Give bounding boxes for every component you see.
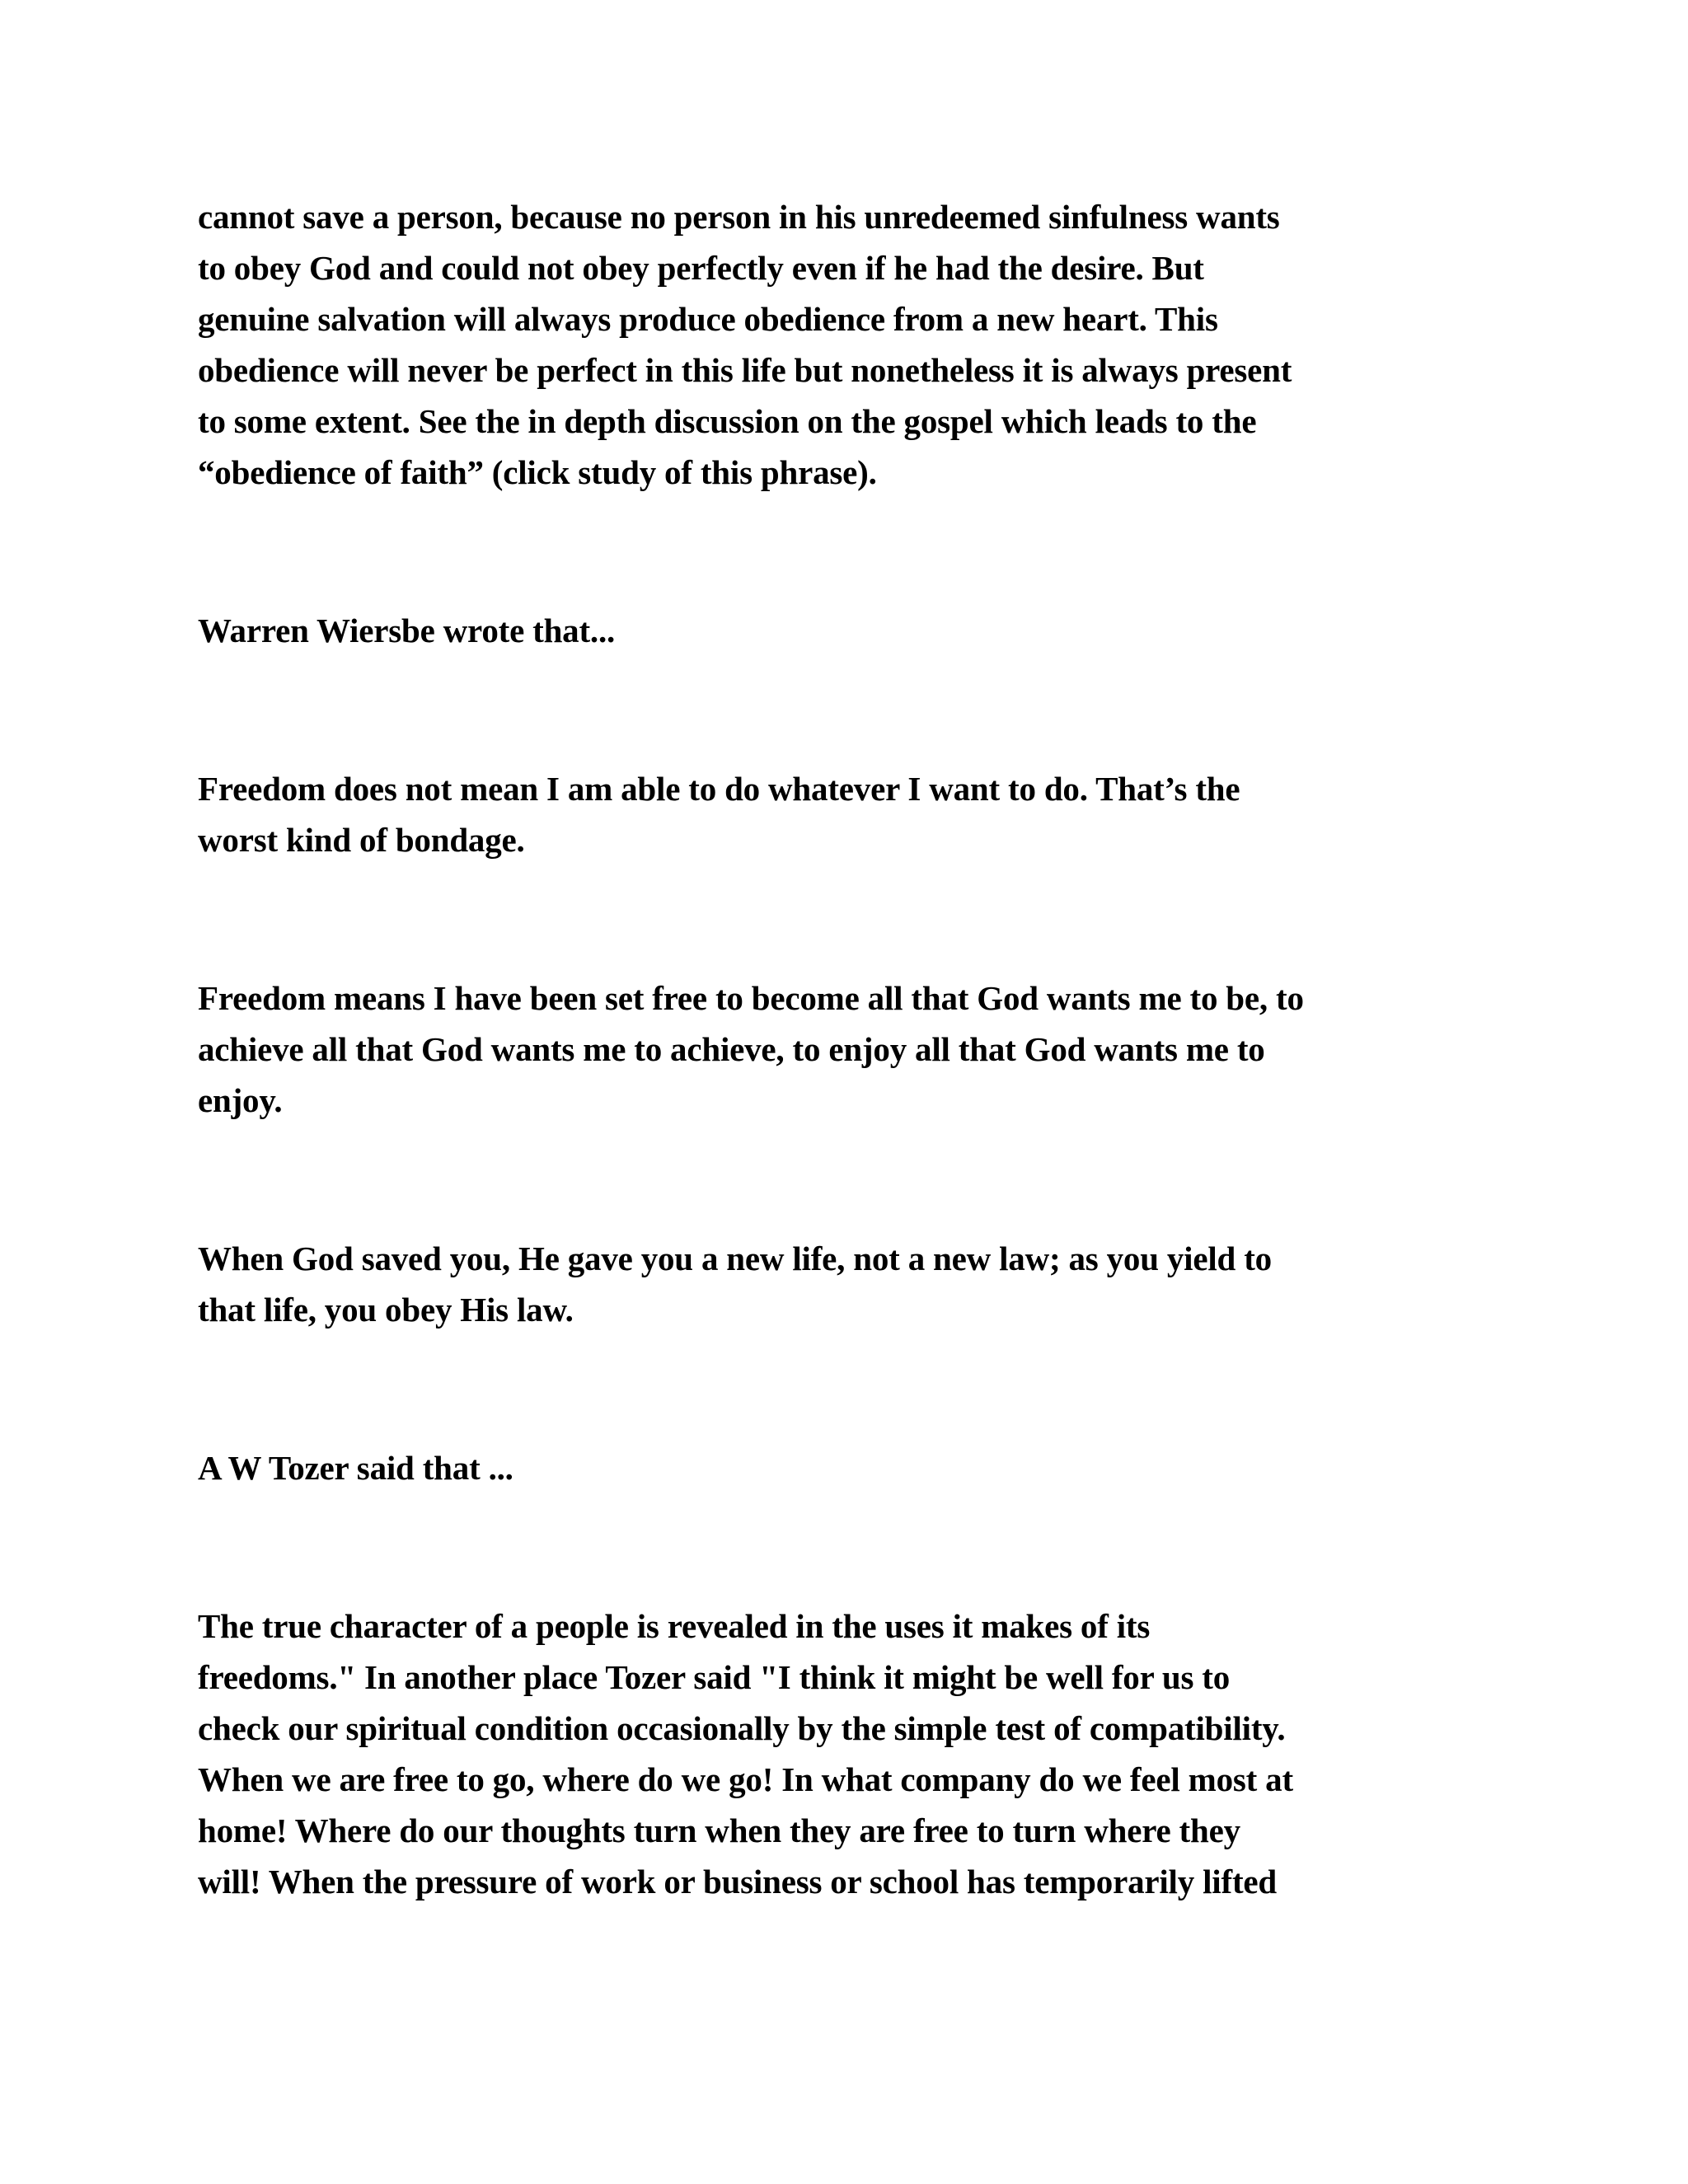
paragraph-salvation-obedience: [198, 191, 1517, 498]
paragraph-tozer-intro: [198, 1442, 1517, 1493]
text-line: will! When the pressure of work or business or school has temporarily lifted: [198, 1863, 1277, 1900]
paragraph-spacer: [198, 1335, 1517, 1442]
text-line: enjoy.: [198, 1081, 283, 1119]
text-line: home! Where do our thoughts turn when they are free to turn where they: [198, 1811, 1240, 1849]
document-body: [198, 191, 1517, 1907]
paragraph-spacer: [198, 498, 1517, 605]
text-line: “obedience of faith” (click study of this phrase).: [198, 453, 877, 491]
paragraph-freedom-not: [198, 763, 1517, 865]
text-line: When we are free to go, where do we go! In what company do we feel most at: [198, 1760, 1293, 1798]
text-line: genuine salvation will always produce obedience from a new heart. This: [198, 300, 1218, 338]
paragraph-spacer: [198, 1126, 1517, 1233]
paragraph-tozer-quote: [198, 1601, 1517, 1907]
text-line: to some extent. See the in depth discussion on the gospel which leads to the: [198, 402, 1257, 440]
text-line: Freedom means I have been set free to become all that God wants me to be, to: [198, 979, 1304, 1017]
text-line: A W Tozer said that ...: [198, 1449, 513, 1487]
paragraph-spacer: [198, 1493, 1517, 1601]
text-line: freedoms." In another place Tozer said "I think it might be well for us to: [198, 1658, 1231, 1696]
text-line: Freedom does not mean I am able to do whatever I want to do. That’s the: [198, 770, 1240, 808]
text-line: worst kind of bondage.: [198, 821, 525, 859]
text-line: When God saved you, He gave you a new life, not a new law; as you yield to: [198, 1240, 1272, 1277]
text-line: achieve all that God wants me to achieve, to enjoy all that God wants me to: [198, 1030, 1265, 1068]
paragraph-new-life: [198, 1233, 1517, 1335]
text-line: Warren Wiersbe wrote that...: [198, 612, 616, 649]
text-line: obedience will never be perfect in this life but nonetheless it is always present: [198, 351, 1292, 389]
text-line: to obey God and could not obey perfectly even if he had the desire. But: [198, 249, 1204, 287]
text-line: check our spiritual condition occasionally by the simple test of compatibility.: [198, 1709, 1286, 1747]
paragraph-spacer: [198, 656, 1517, 763]
paragraph-spacer: [198, 865, 1517, 972]
paragraph-freedom-means: [198, 972, 1517, 1126]
paragraph-wiersbe-intro: [198, 605, 1517, 656]
text-line: The true character of a people is revealed in the uses it makes of its: [198, 1607, 1151, 1645]
text-line: cannot save a person, because no person in his unredeemed sinfulness wants: [198, 198, 1280, 236]
text-line: that life, you obey His law.: [198, 1291, 574, 1329]
